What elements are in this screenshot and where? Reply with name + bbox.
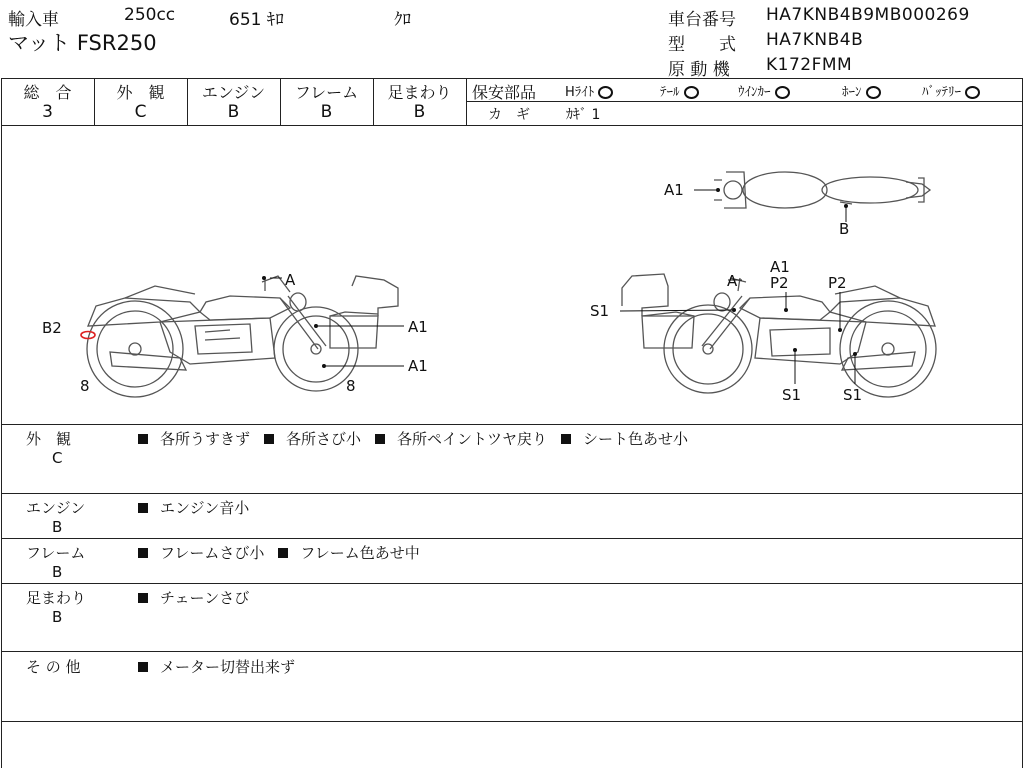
section-grade: B [52,518,63,536]
section-label: 足まわり [26,589,87,607]
safety-item-label: ﾊﾞｯﾃﾘｰ [922,85,961,100]
note-item: フレーム色あせ中 [300,544,420,562]
mileage-text: 651 ｷﾛ [229,10,284,30]
ok-circle-icon [965,86,980,99]
safety-item-label: Hﾗｲﾄ [565,85,595,100]
label-s1: S1 [782,386,802,404]
label-a1: A1 [408,318,428,336]
frame-no-value: HA7KNB4B9MB000269 [766,5,970,25]
label-a1: A1 [664,181,684,199]
grades-top-border [1,78,1022,79]
section-grade: B [52,608,63,626]
safety-item-label: ﾎｰﾝ [842,85,862,100]
grade-label-engine: エンジン [201,83,266,102]
note-item: メーター切替出来ず [160,658,296,676]
bullet-square-icon [138,548,148,558]
section-border-5 [1,721,1022,722]
bullet-square-icon [375,434,385,444]
grade-label-overall: 総 合 [23,83,72,102]
ok-circle-icon [684,86,699,99]
damage-point [262,276,266,280]
safety-item-headlight [565,81,613,100]
label-a: A [727,272,738,290]
displacement-text: 250cc [124,5,176,25]
engine-label: 原 動 機 [668,60,730,80]
section-border-3 [1,583,1022,584]
label-p2: P2 [828,274,847,292]
damage-point [322,364,326,368]
safety-item-label: ﾃｰﾙ [660,85,680,100]
safety-label: 保安部品 [472,83,537,102]
note-item: エンジン音小 [160,499,250,517]
bullet-square-icon [138,503,148,513]
key-label: カ ギ [488,107,530,123]
label-s1: S1 [590,302,610,320]
bullet-square-icon [278,548,288,558]
safety-item-horn [842,81,881,100]
grade-value-overall: 3 [42,102,53,122]
grade-label-frame: フレーム [294,83,359,102]
section-label: フレーム [26,544,86,562]
color-text: ｸﾛ [394,10,411,30]
ok-circle-icon [775,86,790,99]
label-s1: S1 [843,386,863,404]
safety-item-tail [660,81,699,100]
section-grade: C [52,449,63,467]
bullet-square-icon [138,662,148,672]
bullet-square-icon [138,434,148,444]
label-b: B [839,220,850,238]
note-item: シート色あせ小 [583,430,689,448]
type-value: HA7KNB4B [766,30,864,50]
type-label: 型 式 [668,35,736,55]
bullet-square-icon [561,434,571,444]
label-tire-8: 8 [346,377,356,395]
damage-point [314,324,318,328]
section-notes [138,656,309,677]
bike-right-side-drawing [622,274,936,397]
section-label: エンジン [26,499,86,517]
label-a: A [285,271,296,289]
section-notes [138,587,263,608]
frame-no-label: 車台番号 [668,10,736,30]
safety-item-label: ｳｲﾝｶｰ [738,85,771,100]
grade-value-exterior: C [134,102,147,122]
section-notes [138,542,434,563]
section-grade: B [52,563,63,581]
section-notes [138,428,702,449]
bullet-square-icon [264,434,274,444]
damage-points [262,188,857,368]
safety-item-battery [922,81,980,100]
ok-circle-icon [866,86,881,99]
grade-value-suspension: B [413,102,426,122]
grade-label-exterior: 外 観 [116,83,165,102]
label-a1: A1 [770,258,790,276]
bike-top-view-drawing [714,172,930,208]
model-name: マット FSR250 [8,31,157,55]
diagram-labels [42,181,862,404]
section-border-2 [1,538,1022,539]
label-b2: B2 [42,319,62,337]
note-item: フレームさび小 [160,544,265,562]
label-a1: A1 [408,357,428,375]
damage-diagram [0,126,1024,426]
note-item: チェーンさび [160,589,250,607]
safety-item-winker [738,81,790,100]
key-value: ｶｷﾞ 1 [566,107,601,123]
ok-circle-icon [598,86,613,99]
label-tire-8: 8 [80,377,90,395]
note-item: 各所さび小 [286,430,362,448]
category-text: 輸入車 [8,10,59,30]
note-item: 各所うすきず [160,430,251,448]
label-p2: P2 [770,274,789,292]
section-border-1 [1,493,1022,494]
engine-value: K172FMM [766,55,853,75]
grade-value-frame: B [320,102,333,122]
damage-point [732,308,736,312]
damage-point [716,188,720,192]
note-item: 各所ペイントツヤ戻り [397,430,548,448]
section-label: そ の 他 [26,658,81,676]
section-border-4 [1,651,1022,652]
section-label: 外 観 [26,430,72,448]
grade-value-engine: B [227,102,240,122]
bullet-square-icon [138,593,148,603]
section-notes [138,497,263,518]
grade-label-suspension: 足まわり [387,83,452,102]
safety-divider [466,101,1022,102]
